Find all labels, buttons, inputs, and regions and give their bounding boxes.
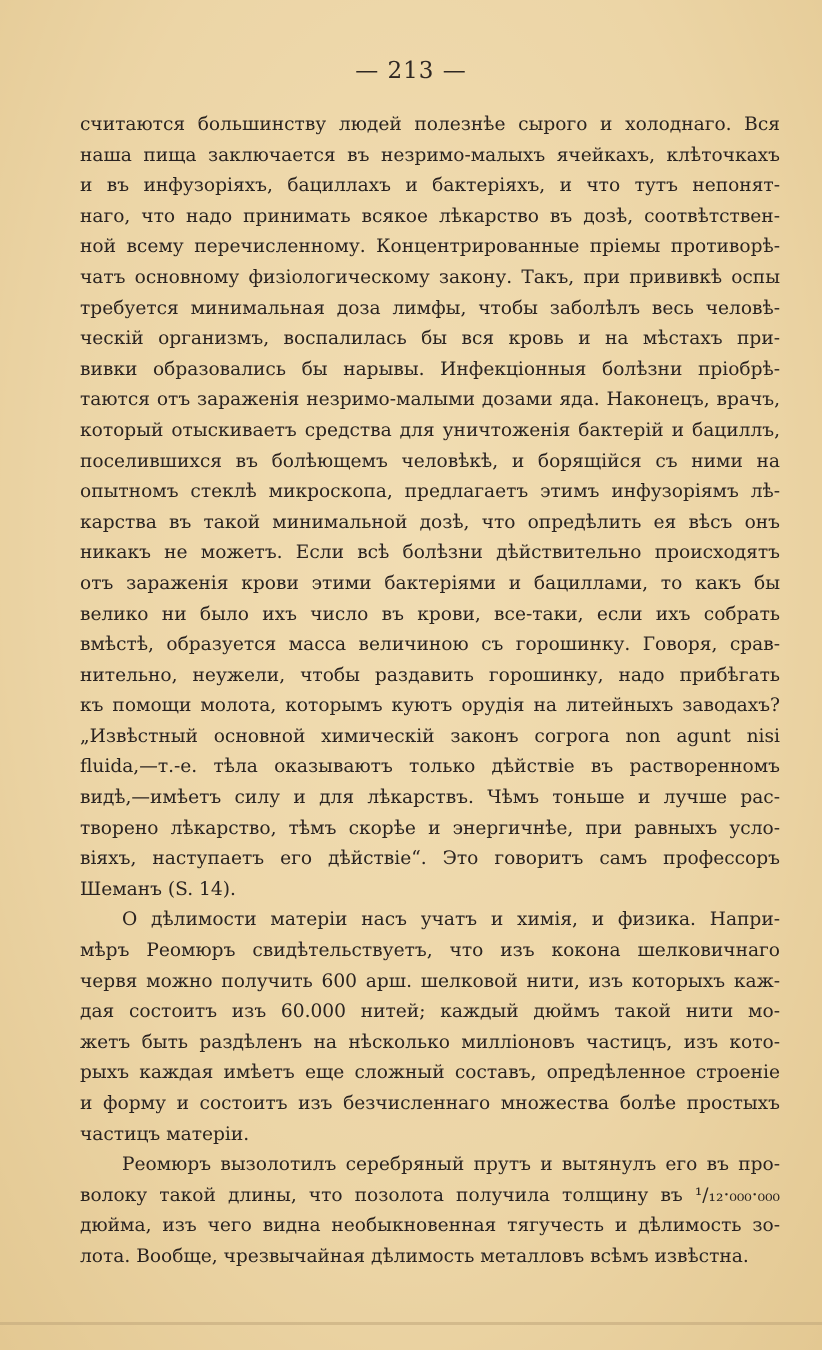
text-line: ческій организмъ, воспалилась бы вся кровь и на мѣстахъ при- (80, 328, 780, 350)
text-line: наго, что надо принимать всякое лѣкарство въ дозѣ, соотвѣтствен- (80, 205, 780, 227)
text-line: который отыскиваетъ средства для уничтоженія бактерій и бациллъ, (80, 419, 780, 441)
text-line: поселившихся въ болѣющемъ человѣкѣ, и борящійся съ ними на (80, 450, 780, 472)
text-line: отъ зараженія крови этими бактеріями и бациллами, то какъ бы (80, 572, 780, 594)
text-line: нительно, неужели, чтобы раздавить горошинку, надо прибѣгать (80, 664, 780, 686)
text-line: творено лѣкарство, тѣмъ скорѣе и энергичнѣе, при равныхъ усло- (80, 817, 780, 839)
text-line: къ помощи молота, которымъ куютъ орудія на литейныхъ заводахъ? (80, 695, 780, 717)
page-text (80, 110, 780, 1273)
text-line: „Извѣстный основной химическій законъ согрога non agunt nisi (80, 725, 780, 747)
text-line: опытномъ стеклѣ микроскопа, предлагаетъ этимъ инфузоріямъ лѣ- (80, 481, 780, 503)
text-line: червя можно получить 600 арш. шелковой нити, изъ которыхъ каж- (80, 970, 780, 992)
text-line: велико ни было ихъ число въ крови, все-таки, если ихъ собрать (80, 603, 780, 625)
text-line: и форму и состоитъ изъ безчисленнаго множества болѣе простыхъ (80, 1093, 780, 1114)
text-line: дюйма, изъ чего видна необыкновенная тягучесть и дѣлимость зо- (80, 1215, 780, 1237)
paragraph-2 (80, 905, 780, 1150)
text-line: вмѣстѣ, образуется масса величиною съ горошинку. Говоря, срав- (80, 634, 780, 656)
text-line: дая состоитъ изъ 60.000 нитей; каждый дюймъ такой нити мо- (80, 1001, 780, 1023)
text-line: fluida,—т.-е. тѣла оказываютъ только дѣйствіе въ растворенномъ (80, 756, 780, 778)
text-line: О дѣлимости матеріи насъ учатъ и химія, и физика. Напри- (122, 909, 780, 931)
text-line: мѣръ Реомюръ свидѣтельствуетъ, что изъ кокона шелковичнаго (80, 940, 780, 962)
page-number: — 213 — (355, 58, 467, 84)
paragraph-3 (80, 1150, 780, 1272)
text-line: наша пища заключается въ незримо-малыхъ ячейкахъ, клѣточкахъ (80, 144, 780, 166)
text-line: считаются большинству людей полезнѣе сырого и холоднаго. Вся (80, 114, 780, 135)
text-line: Реомюръ вызолотилъ серебряный прутъ и вытянулъ его въ про- (122, 1154, 780, 1176)
text-line: ной всему перечисленному. Концентрированные пріемы противорѣ- (80, 236, 780, 258)
text-line: волоку такой длины, что позолота получила толщину въ ¹/₁₂·₀₀₀·₀₀₀ (80, 1184, 780, 1206)
text-line: рыхъ каждая имѣетъ еще сложный составъ, опредѣленное строеніе (80, 1062, 780, 1084)
text-line: віяхъ, наступаетъ его дѣйствіе“. Это говоритъ самъ профессоръ (80, 848, 780, 870)
text-line: видѣ,—имѣетъ силу и для лѣкарствъ. Чѣмъ тоньше и лучше рас- (80, 787, 780, 809)
text-line: и въ инфузоріяхъ, бациллахъ и бактеріяхъ, и что тутъ непонят- (80, 175, 780, 197)
text-line: жетъ быть раздѣленъ на нѣсколько милліоновъ частицъ, изъ кото- (80, 1031, 780, 1053)
text-line: никакъ не можетъ. Если всѣ болѣзни дѣйствительно происходятъ (80, 542, 780, 564)
text-line: вивки образовались бы нарывы. Инфекціонныя болѣзни пріобрѣ- (80, 358, 780, 380)
page-bottom-edge (0, 1322, 822, 1325)
text-line: чатъ основному физіологическому закону. Такъ, при прививкѣ оспы (80, 266, 780, 288)
text-line: карства въ такой минимальной дозѣ, что опредѣлить ея вѣсъ онъ (80, 511, 780, 533)
text-line: требуется минимальная доза лимфы, чтобы заболѣлъ весь человѣ- (80, 297, 780, 319)
text-line: Шеманъ (S. 14). (80, 878, 236, 900)
text-line: частицъ матеріи. (80, 1123, 250, 1145)
text-line: лота. Вообще, чрезвычайная дѣлимость металловъ всѣмъ извѣстна. (80, 1245, 749, 1267)
paragraph-1 (80, 110, 780, 905)
text-line: таются отъ зараженія незримо-малыми дозами яда. Наконецъ, врачъ, (80, 389, 780, 411)
